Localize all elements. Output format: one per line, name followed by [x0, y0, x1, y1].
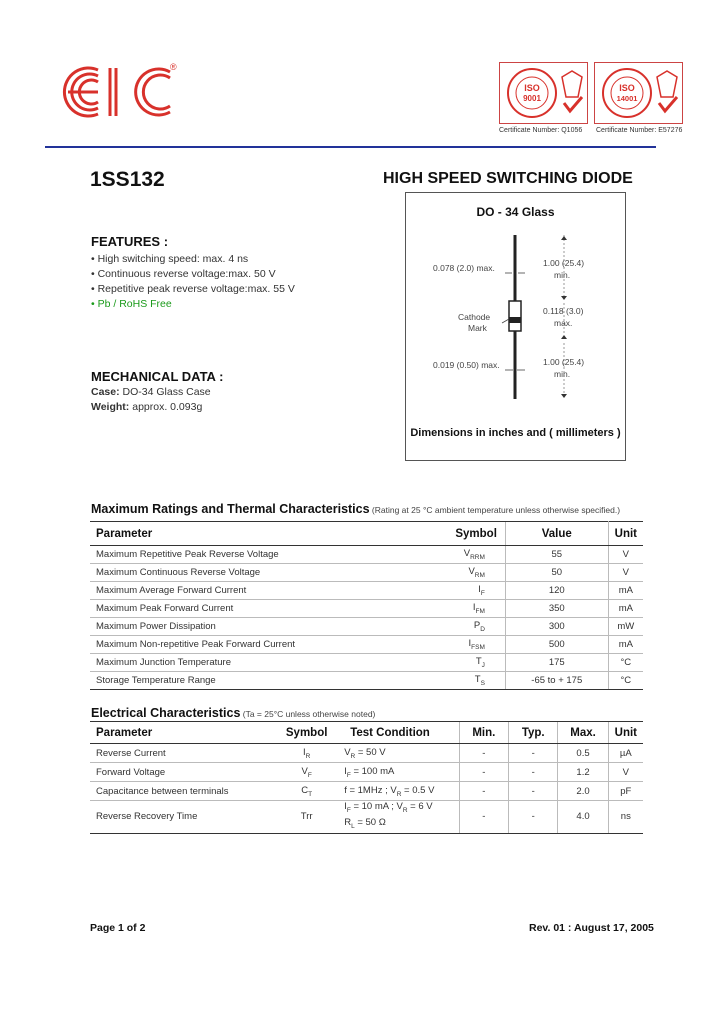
iso-9001-badge — [499, 62, 588, 124]
revision-date: Rev. 01 : August 17, 2005 — [529, 922, 654, 934]
weight-label: Weight: — [91, 401, 130, 413]
dimension-note: Dimensions in inches and ( millimeters ) — [410, 427, 621, 439]
electrical-note: (Ta = 25°C unless otherwise noted) — [240, 709, 376, 719]
dim-lead-top-min: min. — [554, 270, 571, 280]
mechanical-weight — [91, 401, 202, 413]
dim-cathode-mark: Mark — [468, 323, 487, 333]
table-row: Forward Voltage $V_F$ $I_F = 100$ mA - - 1.2 V — [90, 763, 643, 782]
table-row: Maximum Non-repetitive Peak Forward Current $I_{FSM}$ 500 mA — [90, 636, 643, 654]
mechanical-heading: MECHANICAL DATA : — [91, 369, 224, 384]
dim-lead-bottom: 1.00 (25.4) — [543, 357, 585, 367]
feature-item: • High switching speed: max. 4 ns — [91, 253, 249, 265]
feature-item: • Continuous reverse voltage:max. 50 V — [91, 268, 276, 280]
svg-text:ISO: ISO — [524, 83, 540, 93]
dim-body-length-max: max. — [554, 318, 573, 328]
table-row: Maximum Average Forward Current $I_F$ 120 mA — [90, 582, 643, 600]
dim-lead-bottom-min: min. — [554, 369, 571, 379]
page-number: Page 1 of 2 — [90, 922, 146, 934]
device-description: HIGH SPEED SWITCHING DIODE — [383, 170, 633, 187]
dim-lead-diameter: 0.019 (0.50) max. — [433, 360, 500, 370]
dim-body-diameter: 0.078 (2.0) max. — [433, 263, 495, 273]
package-drawing — [405, 192, 626, 461]
features-heading: FEATURES : — [91, 234, 169, 249]
svg-text:ISO: ISO — [619, 83, 635, 93]
header-divider — [45, 146, 656, 148]
dim-cathode-label: Cathode — [458, 312, 491, 322]
cert-caption-9001: Certificate Number: Q1056 — [499, 127, 583, 134]
feature-item-rohs: • Pb / RoHS Free — [91, 298, 172, 310]
table-row: Maximum Peak Forward Current $I_{FM}$ 350 mA — [90, 600, 643, 618]
registered-mark: ® — [170, 62, 177, 72]
feature-item: • Repetitive peak reverse voltage:max. 55 V — [91, 283, 295, 295]
dim-body-length: 0.118 (3.0) — [543, 306, 584, 316]
package-title: DO - 34 Glass — [476, 205, 555, 219]
iso-14001-badge — [594, 62, 683, 124]
features-list — [91, 252, 295, 312]
diode-outline-icon — [406, 193, 625, 460]
cert-caption-14001: Certificate Number: E57276 — [596, 127, 683, 134]
table-row: Maximum Junction Temperature $T_J$ 175 °C — [90, 654, 643, 672]
case-label: Case: — [91, 386, 120, 398]
table-row: Reverse Recovery Time Trr $I_F = 10$ mA ; $V_R = 6$ V $R_L = 50$ Ω - - 4.0 ns — [90, 801, 643, 834]
weight-value: approx. 0.093g — [129, 401, 203, 413]
table-row: Storage Temperature Range $T_S$ -65 to + 175 °C — [90, 672, 643, 690]
max-ratings-title: Maximum Ratings and Thermal Characteristics (Rating at 25 °C ambient temperature unless otherwise specified.) — [91, 502, 621, 516]
electrical-title: Electrical Characteristics (Ta = 25°C unless otherwise noted) — [91, 706, 376, 720]
electrical-table — [90, 721, 643, 834]
case-value: DO-34 Glass Case — [119, 386, 211, 398]
table-row: Capacitance between terminals $C_T$ f = 1MHz ; $V_R = 0.5$ V - - 2.0 pF — [90, 782, 643, 801]
mechanical-case — [91, 386, 211, 398]
svg-text:9001: 9001 — [523, 94, 541, 103]
eic-logo — [60, 62, 200, 122]
table-row: Maximum Repetitive Peak Reverse Voltage $V_{RRM}$ 55 V — [90, 546, 643, 564]
max-ratings-note: (Rating at 25 °C ambient temperature unless otherwise specified.) — [369, 505, 621, 515]
table-row: Maximum Power Dissipation $P_D$ 300 mW — [90, 618, 643, 636]
table-header-row: Parameter Symbol Value Unit — [90, 522, 643, 546]
table-row: Reverse Current $I_R$ $V_R = 50$ V - - 0.5 µA — [90, 744, 643, 763]
dim-lead-top: 1.00 (25.4) — [543, 258, 585, 268]
part-number: 1SS132 — [90, 168, 165, 191]
table-row: Maximum Continuous Reverse Voltage $V_{RM}$ 50 V — [90, 564, 643, 582]
svg-text:14001: 14001 — [616, 94, 638, 103]
table-header-row: Parameter Symbol Test Condition Min. Typ. Max. Unit — [90, 722, 643, 744]
max-ratings-table — [90, 521, 643, 690]
